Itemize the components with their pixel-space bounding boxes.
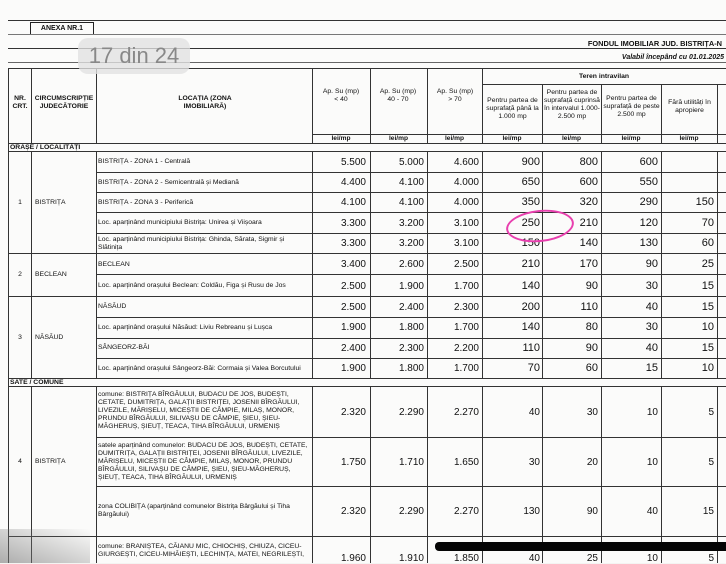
row-value: 2.400 [340,343,366,354]
row-value: 20 [586,457,598,468]
row-value: 4.600 [453,157,479,168]
rule [8,34,726,35]
row-value: 90 [645,258,658,270]
group-nr: 3 [18,334,22,341]
rule [8,253,726,254]
row-value: 5 [708,553,714,564]
row-value: 15 [701,301,714,313]
row-value: 150 [521,237,540,249]
unit-label: lei/mp [561,135,582,142]
row-location: BISTRIȚA - ZONA 2 - Semicentrală și Mediană [98,179,239,186]
header-circumscriptie: CIRCUMSCRIPȚIE JUDECĂTORIE [34,95,94,110]
row-value: 1.700 [453,322,479,333]
row-value: 650 [521,176,540,188]
row-value: 40 [645,342,658,354]
rule [370,68,371,143]
rule [8,20,726,21]
row-location: Loc. aparținând orașului Beclean: Coldău, Figa și Rusu de Jos [98,282,286,289]
rule [96,212,726,213]
rule [96,233,726,234]
unit-label: lei/mp [679,135,699,142]
row-value: 1.960 [340,553,366,564]
row-value: 2.500 [340,302,366,313]
row-value: 3.100 [453,218,479,229]
page-indicator: 17 din 24 [78,38,190,74]
row-value: 250 [521,217,540,229]
rule [8,378,726,379]
row-value: 1.910 [398,553,424,564]
row-value: 2.290 [398,407,424,418]
row-value: 15 [701,280,714,292]
group-circumscriptie: BISTRIȚA [35,199,66,206]
rule [717,386,718,563]
row-value: 5.000 [398,157,424,168]
row-value: 4.000 [453,197,479,208]
valid-from: Valabil începând cu 01.01.2025 [621,54,724,61]
rule [482,84,726,85]
row-value: 30 [645,280,658,292]
group-circumscriptie: NĂSĂUD [35,334,64,341]
row-value: 2.290 [398,506,424,517]
row-location: satele aparținând comunelor: BUDACU DE JOS, BUDEȘTI, CETATE, DUMITRIȚA, GALAȚII BISTRIȚEI, JOSENII BÎRGĂULUI, LIVEZILE, MĂRIȘELU, MICEȘTII DE CÂMPIE, MILAȘ, MONOR, PRUNDU BÎRGĂULUI, SILIVAȘU DE CÂMPIE, ȘIEU, ȘIEU-MĂGHERUȘ, ȘIEUȚ, TEACA, TIHA BÎRGĂULUI, URMENIȘ [98,442,308,481]
row-value: 290 [639,196,658,208]
row-value: 210 [521,258,540,270]
row-value: 3.300 [340,218,366,229]
row-value: 2.270 [453,407,479,418]
row-value: 10 [701,362,714,374]
rule [96,358,726,359]
row-value: 5.500 [340,157,366,168]
row-value: 15 [645,362,658,374]
rule [96,317,726,318]
row-value: 1.800 [398,322,424,333]
row-value: 5 [708,457,714,468]
row-location: SÂNGEORZ-BĂI [98,344,150,351]
row-value: 3.300 [340,238,366,249]
row-value: 4.100 [398,177,424,188]
rule [717,151,718,378]
row-value: 4.000 [453,177,479,188]
row-value: 70 [527,362,540,374]
row-value: 550 [639,176,658,188]
row-value: 2.500 [340,281,366,292]
rule [8,296,726,297]
row-value: 90 [586,506,598,517]
row-value: 1.750 [340,457,366,468]
row-location: BISTRIȚA - ZONA 3 - Periferică [98,199,194,206]
row-value: 350 [521,196,540,208]
row-value: 1.900 [340,363,366,374]
row-value: 210 [579,217,598,229]
section-orase: ORAȘE / LOCALITĂȚI [10,144,81,151]
row-value: 170 [579,258,598,270]
header-locatia: LOCAȚIA (ZONA IMOBILIARĂ) [178,95,232,110]
row-location: BISTRIȚA - ZONA 1 - Centrală [98,158,191,165]
row-value: 30 [528,457,540,468]
header-ap-40-70: Ap. Su (mp) 40 - 70 [379,88,417,103]
header-teren-1000-2500: Pentru partea de suprafață cuprinsă în intervalul 1.000-2.500 mp [544,89,600,120]
row-location: Loc. aparținând municipiului Bistrița: Unirea și Viișoara [98,219,262,226]
row-value: 3.200 [398,218,424,229]
row-value: 2.400 [398,302,424,313]
row-value: 2.200 [453,343,479,354]
row-value: 3.100 [453,238,479,249]
row-value: 1.800 [398,363,424,374]
header-fara-utilitati: Fără utilități în apropiere [668,99,711,114]
row-value: 1.700 [453,281,479,292]
rule [96,151,97,378]
fund-title: FONDUL IMOBILIAR JUD. BISTRIȚA-N [587,39,722,48]
header-ap-lt40: Ap. Su (mp) < 40 [322,88,360,103]
row-value: 1.900 [398,281,424,292]
unit-label: lei/mp [444,135,465,142]
row-location: Loc. aparținând orașului Sângeorz-Băi: Cormaia și Valea Borcutului [98,365,301,372]
corner-shadow [0,529,90,563]
row-value: 2.500 [453,259,479,270]
row-value: 140 [579,237,598,249]
row-value: 320 [579,196,598,208]
rule [96,338,726,339]
rule [717,84,718,143]
row-location: Loc. aparținând orașului Năsăud: Liviu Rebreanu și Lușca [98,324,273,331]
row-value: 900 [521,156,540,168]
rule [96,274,726,275]
group-circumscriptie: BISTRIȚA [35,458,66,465]
rule [8,143,726,144]
rule [96,192,726,193]
row-value: 800 [579,156,598,168]
unit-label: lei/mp [388,135,409,142]
row-value: 25 [701,258,714,270]
row-value: 60 [701,237,714,249]
row-value: 2.300 [398,343,424,354]
row-value: 30 [645,321,658,333]
row-value: 150 [695,196,714,208]
annex-label: ANEXA NR.1 [30,22,94,35]
row-location: comune: BRANIȘTEA, CĂIANU MIC, CHIOCHIȘ, CHIUZA, CICEU-GIURGEȘTI, CICEU-MIHĂIEȘTI, LECHINȚA, MATEI, NEGRILEȘTI, [98,543,305,558]
row-value: 1.650 [453,457,479,468]
row-value: 1.700 [453,363,479,374]
header-ap-gt70: Ap. Su (mp) > 70 [436,88,474,103]
row-value: 2.300 [453,302,479,313]
header-teren-intravilan: Teren intravilan [578,73,630,80]
row-location: BECLEAN [98,261,130,268]
row-value: 5 [708,407,714,418]
row-value: 1.900 [340,322,366,333]
row-value: 600 [639,156,658,168]
row-value: 4.400 [340,177,366,188]
row-value: 30 [586,407,598,418]
row-value: 60 [585,362,598,374]
unit-label: lei/mp [502,135,522,142]
rule [96,486,726,487]
row-value: 2.320 [340,407,366,418]
row-location: zona COLIBIȚA (aparținând comunelor Bistrița Bârgăului și Tiha Bârgăului) [98,503,290,518]
row-value: 25 [586,553,598,564]
group-nr: 1 [18,199,22,206]
header-teren-peste-2500: Pentru partea de suprafață de peste 2.500 mp [603,95,660,118]
header-teren-pana-1000: Pentru partea de suprafață până la 1.000 mp [486,97,539,120]
row-value: 15 [702,506,714,517]
row-value: 200 [521,301,540,313]
redaction-bar [435,542,726,551]
row-value: 2.320 [340,506,366,517]
row-value: 70 [701,217,714,229]
header-nr: NR. CRT. [12,95,28,110]
row-value: 10 [646,407,658,418]
row-value: 1.850 [453,553,479,564]
row-value: 4.100 [340,197,366,208]
row-value: 130 [523,506,540,517]
row-value: 90 [585,342,598,354]
rule [31,68,32,143]
row-location: comune: BISTRIȚA BÎRGĂULUI, BUDACU DE JOS, BUDEȘTI, CETATE, DUMITRIȚA, GALAȚII BISTRIȚEI, JOSENII BÎRGĂULUI, LIVEZILE, MĂRIȘELU, MICEȘTII DE CÂMPIE, MILAȘ, MONOR, PRUNDU BÎRGĂULUI, SILIVAȘU DE CÂMPIE, ȘIEU, ȘIEU-MĂGHERUȘ, ȘIEUȚ, TEACA, TIHA BÎRGĂULUI, URMENIȘ [98,391,300,430]
row-value: 4.100 [398,197,424,208]
row-value: 80 [585,321,598,333]
row-value: 10 [646,553,658,564]
rule [96,68,97,143]
row-location: Loc. aparținând municipiului Bistrița: Ghinda, Sărata, Sigmir și Slătinița [98,236,285,251]
row-value: 140 [521,321,540,333]
section-sate: SATE / COMUNE [10,379,64,386]
row-value: 600 [579,176,598,188]
row-value: 40 [528,553,540,564]
row-location: NĂSĂUD [98,303,127,310]
row-value: 40 [646,506,658,517]
unit-label: lei/mp [621,135,641,142]
rule [96,172,726,173]
group-nr: 2 [18,271,22,278]
rule [96,437,726,438]
row-value: 40 [645,301,658,313]
rule [312,68,313,143]
row-value: 10 [646,457,658,468]
row-value: 110 [522,342,540,354]
row-value: 15 [701,342,714,354]
rule [8,386,726,387]
rule [427,68,428,143]
group-nr: 4 [18,458,22,465]
row-value: 40 [528,407,540,418]
row-value: 130 [639,237,658,249]
row-value: 110 [580,301,598,313]
rule [8,536,726,537]
row-value: 2.270 [453,506,479,517]
group-circumscriptie: BECLEAN [35,271,67,278]
rule [8,151,726,152]
rule [31,151,32,378]
row-value: 90 [585,280,598,292]
rule [8,68,9,563]
row-value: 2.600 [398,259,424,270]
row-value: 10 [701,321,714,333]
row-value: 120 [639,217,658,229]
row-value: 3.400 [340,259,366,270]
row-value: 140 [521,280,540,292]
row-value: 1.710 [398,457,424,468]
unit-label: lei/mp [331,135,351,142]
row-value: 3.200 [398,238,424,249]
rule [96,386,97,563]
